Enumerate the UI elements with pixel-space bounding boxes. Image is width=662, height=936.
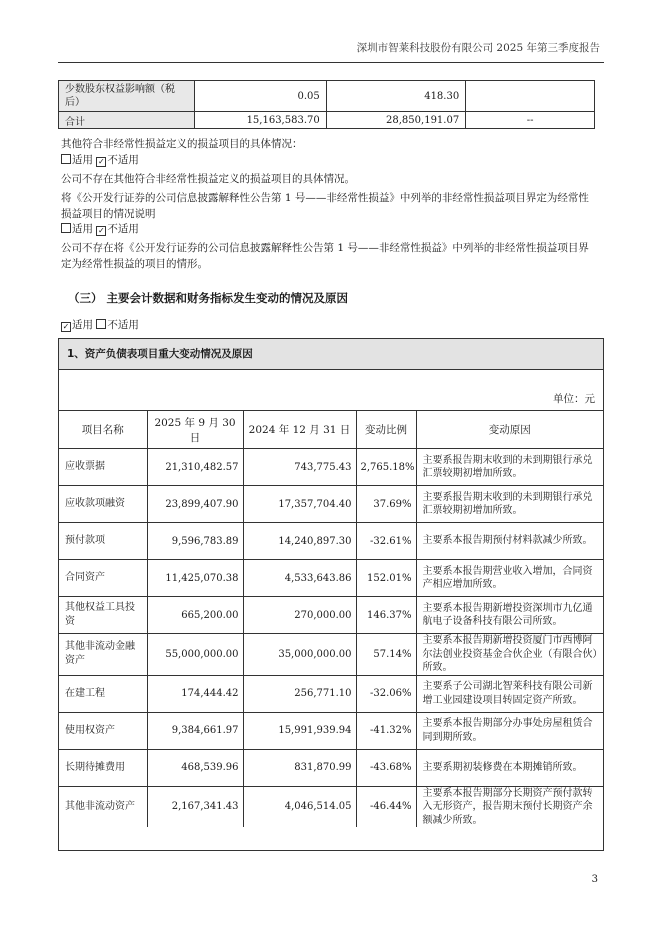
table-row bbox=[59, 675, 603, 712]
table-row bbox=[59, 560, 603, 597]
value-2025: 2,167,341.43 bbox=[147, 786, 243, 827]
balance-sheet-table bbox=[58, 338, 604, 851]
column-header: 项目名称 bbox=[59, 411, 147, 449]
change-reason: 主要系本报告期营业收入增加，合同资产相应增加所致。 bbox=[416, 560, 603, 597]
change-reason: 主要系本报告期新增投资深圳市九亿通航电子设备科技有限公司所致。 bbox=[416, 597, 603, 634]
table-row bbox=[59, 712, 603, 749]
checkbox-checked-icon: ✓ bbox=[62, 322, 70, 331]
change-reason: 主要系报告期末收到的未到期银行承兑汇票较期初增加所致。 bbox=[416, 449, 603, 486]
section-title: （三） 主要会计数据和财务指标发生变动的情况及原因 bbox=[68, 291, 349, 305]
checkbox-unchecked-icon bbox=[61, 154, 71, 164]
table-row bbox=[59, 112, 595, 129]
item-name: 使用权资产 bbox=[59, 712, 147, 749]
option-line bbox=[61, 318, 599, 334]
table-row bbox=[59, 634, 603, 676]
value-2024: 4,046,514.05 bbox=[243, 786, 356, 827]
value-2025: 21,310,482.57 bbox=[147, 449, 243, 486]
value-2025: 9,596,783.89 bbox=[147, 523, 243, 560]
column-header: 2025 年 9 月 30 日 bbox=[147, 411, 243, 449]
page-number: 3 bbox=[591, 874, 598, 885]
change-reason: 主要系子公司湖北智莱科技有限公司新增工业园建设项目转固定资产所致。 bbox=[416, 675, 603, 712]
change-ratio: 2,765.18% bbox=[356, 449, 416, 486]
change-ratio: -43.68% bbox=[356, 749, 416, 786]
header-rule bbox=[58, 62, 604, 63]
value-2024: 17,357,704.40 bbox=[243, 486, 356, 523]
non-recurring-table bbox=[58, 80, 595, 129]
checkbox-unchecked-icon bbox=[96, 319, 106, 329]
value-2025: 55,000,000.00 bbox=[147, 634, 243, 676]
option-label: 不适用 bbox=[107, 223, 139, 235]
change-ratio: 146.37% bbox=[356, 597, 416, 634]
checkbox-checked-icon: ✓ bbox=[97, 157, 105, 166]
change-ratio: 57.14% bbox=[356, 634, 416, 676]
paragraph: 公司不存在将《公开发行证券的公司信息披露解释性公告第 1 号——非经常性损益》中列举的非经常性损益项目界定为经常性损益的项目的情形。 bbox=[61, 242, 589, 270]
table-row bbox=[59, 597, 603, 634]
change-reason: 主要系本报告期部分办事处房屋租赁合同到期所致。 bbox=[416, 712, 603, 749]
checkbox-checked-icon: ✓ bbox=[97, 226, 105, 235]
change-reason: 主要系本报告期新增投资厦门市西博阿尔法创业投资基金合伙企业（有限合伙）所致。 bbox=[416, 634, 603, 676]
change-ratio: -46.44% bbox=[356, 786, 416, 827]
item-name: 应收款项融资 bbox=[59, 486, 147, 523]
value-2024: 14,240,897.30 bbox=[243, 523, 356, 560]
value-2024: 831,870.99 bbox=[243, 749, 356, 786]
item-name: 合同资产 bbox=[59, 560, 147, 597]
value-2025: 174,444.42 bbox=[147, 675, 243, 712]
paragraph: 公司不存在其他符合非经常性损益定义的损益项目的具体情况。 bbox=[61, 173, 355, 185]
value-2024: 743,775.43 bbox=[243, 449, 356, 486]
checkbox-unchecked-icon bbox=[61, 223, 71, 233]
cell-value: 418.30 bbox=[326, 81, 465, 112]
change-ratio: 152.01% bbox=[356, 560, 416, 597]
option-label: 不适用 bbox=[107, 154, 139, 166]
column-header: 变动比例 bbox=[356, 411, 416, 449]
table-row bbox=[59, 486, 603, 523]
change-reason: 主要系报告期末收到的未到期银行承兑汇票较期初增加所致。 bbox=[416, 486, 603, 523]
change-ratio: -32.06% bbox=[356, 675, 416, 712]
option-label: 适用 bbox=[72, 223, 93, 235]
value-2025: 23,899,407.90 bbox=[147, 486, 243, 523]
option-line bbox=[61, 153, 599, 169]
value-2025: 468,539.96 bbox=[147, 749, 243, 786]
value-2024: 270,000.00 bbox=[243, 597, 356, 634]
table-row bbox=[59, 81, 595, 112]
cell-value: -- bbox=[466, 112, 595, 129]
cell-value: 28,850,191.07 bbox=[326, 112, 465, 129]
row-label: 合计 bbox=[59, 112, 195, 129]
item-name: 其他非流动金融资产 bbox=[59, 634, 147, 676]
change-ratio: 37.69% bbox=[356, 486, 416, 523]
item-name: 预付款项 bbox=[59, 523, 147, 560]
column-header: 2024 年 12 月 31 日 bbox=[243, 411, 356, 449]
item-name: 其他权益工具投资 bbox=[59, 597, 147, 634]
item-name: 长期待摊费用 bbox=[59, 749, 147, 786]
change-ratio: -41.32% bbox=[356, 712, 416, 749]
table-heading: 1、资产负债表项目重大变动情况及原因 bbox=[59, 339, 603, 370]
change-reason: 主要系本报告期预付材料款减少所致。 bbox=[416, 523, 603, 560]
value-2025: 665,200.00 bbox=[147, 597, 243, 634]
cell-value: 0.05 bbox=[195, 81, 327, 112]
value-2024: 4,533,643.86 bbox=[243, 560, 356, 597]
table-row bbox=[59, 749, 603, 786]
value-2024: 256,771.10 bbox=[243, 675, 356, 712]
value-2025: 9,384,661.97 bbox=[147, 712, 243, 749]
table-row bbox=[59, 449, 603, 486]
page-header: 深圳市智莱科技股份有限公司 2025 年第三季度报告 bbox=[356, 42, 600, 54]
table-row bbox=[59, 523, 603, 560]
paragraph: 其他符合非经常性损益定义的损益项目的具体情况： bbox=[61, 138, 303, 150]
value-2024: 35,000,000.00 bbox=[243, 634, 356, 676]
cell-value: 15,163,583.70 bbox=[195, 112, 327, 129]
change-ratio: -32.61% bbox=[356, 523, 416, 560]
option-line bbox=[61, 222, 599, 238]
paragraph: 将《公开发行证券的公司信息披露解释性公告第 1 号——非经常性损益》中列举的非经常性损益项目界定为经常性损益项目的情况说明 bbox=[61, 192, 589, 220]
change-reason: 主要系本报告期部分长期资产预付款转入无形资产，报告期末预付长期资产余额减少所致。 bbox=[422, 787, 593, 826]
item-name: 其他非流动资产 bbox=[59, 786, 147, 827]
item-name: 应收票据 bbox=[59, 449, 147, 486]
option-label: 适用 bbox=[72, 319, 93, 331]
balance-grid bbox=[59, 411, 603, 827]
column-header: 变动原因 bbox=[416, 411, 603, 449]
change-reason: 主要系期初装修费在本期摊销所致。 bbox=[416, 749, 603, 786]
option-label: 适用 bbox=[72, 154, 93, 166]
value-2025: 11,425,070.38 bbox=[147, 560, 243, 597]
table-row bbox=[59, 786, 603, 827]
item-name: 在建工程 bbox=[59, 675, 147, 712]
unit-row bbox=[59, 370, 603, 411]
header-row bbox=[59, 411, 603, 449]
row-label: 少数股东权益影响额（税后） bbox=[59, 81, 195, 112]
option-label: 不适用 bbox=[107, 319, 139, 331]
unit-label: 单位：元 bbox=[553, 393, 595, 405]
cell-value bbox=[466, 81, 595, 112]
value-2024: 15,991,939.94 bbox=[243, 712, 356, 749]
